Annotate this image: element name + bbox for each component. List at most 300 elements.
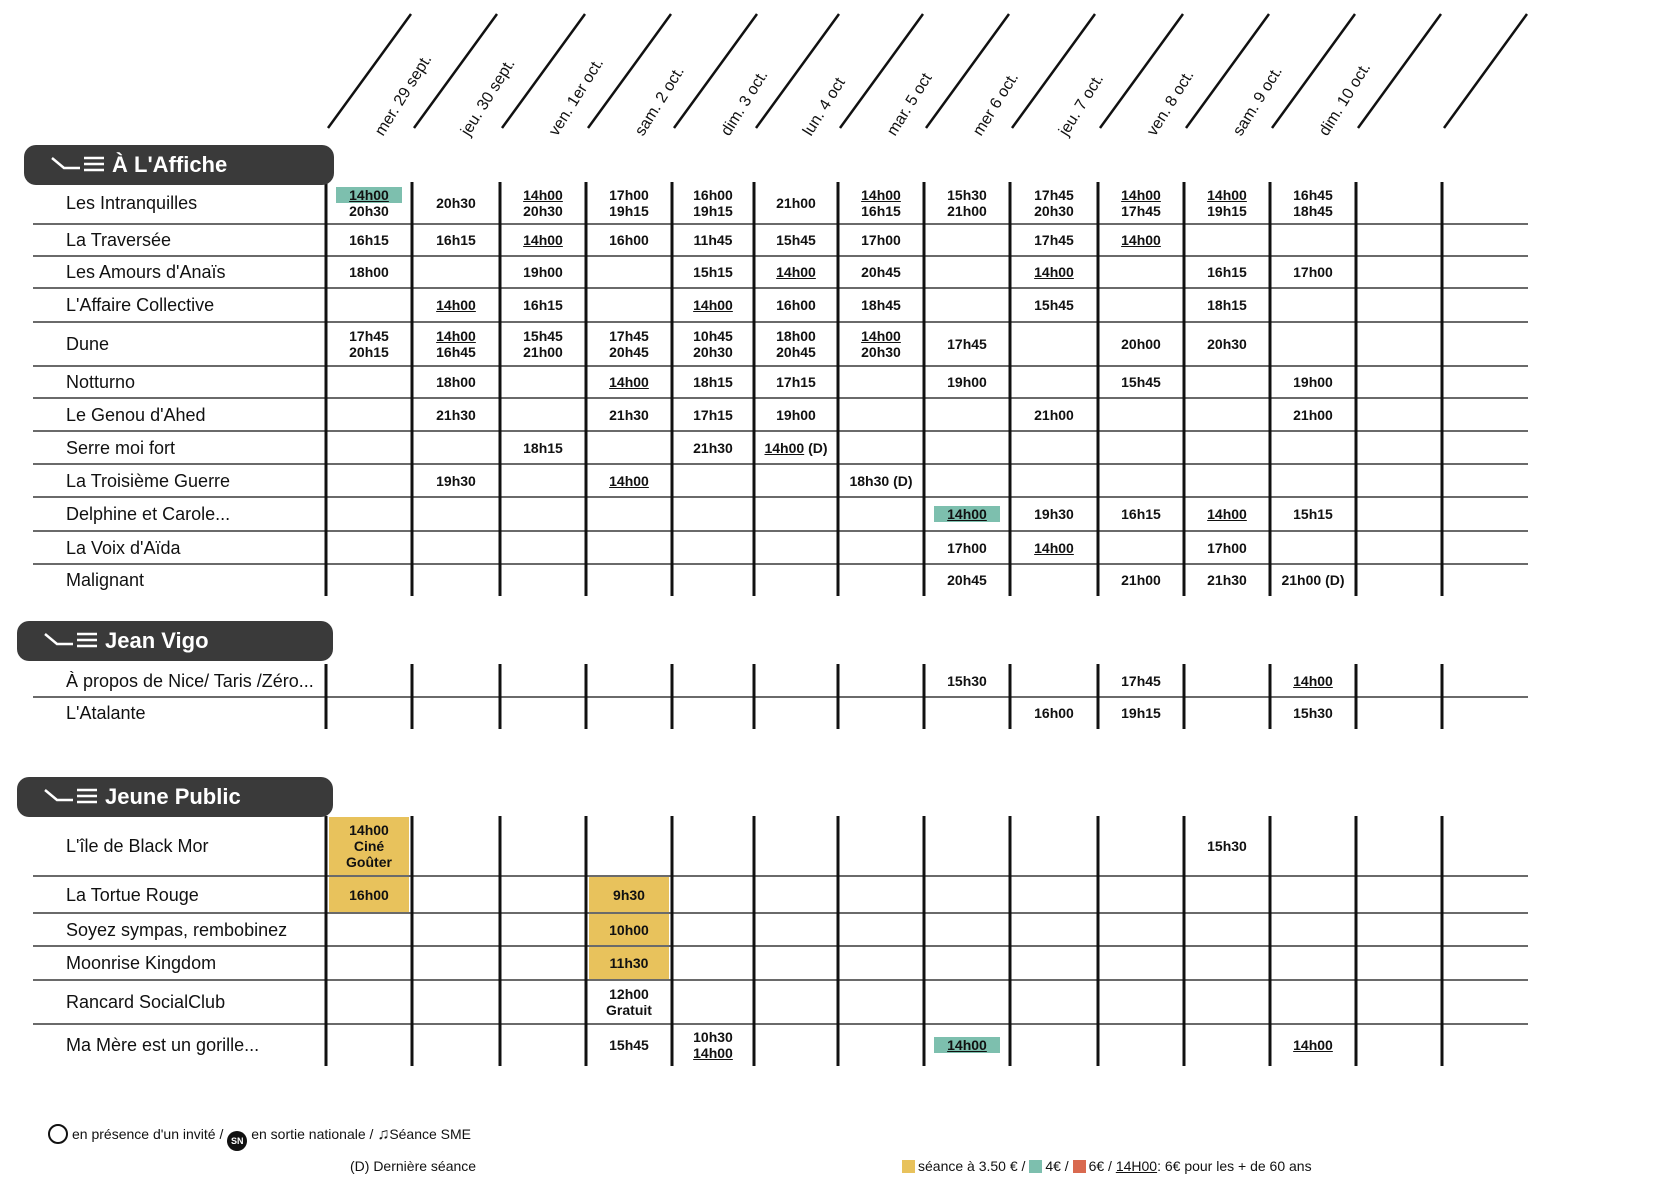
film-title: L'Affaire Collective xyxy=(66,295,215,315)
showtime xyxy=(592,922,666,938)
showtime-text: 20h45 xyxy=(947,572,987,588)
showtime xyxy=(1017,232,1091,248)
showtime-text: 16h45 xyxy=(1293,187,1333,203)
showtime xyxy=(1104,232,1178,248)
showtime-cell xyxy=(1276,673,1350,689)
showtime-text: 15h45 xyxy=(1034,297,1074,313)
showtime xyxy=(759,195,833,211)
showtime-cell xyxy=(930,336,1004,352)
showtime-text: 16h00 xyxy=(776,297,816,313)
showtime-cell xyxy=(419,328,493,360)
showtime-text: 18h00 xyxy=(436,374,476,390)
date-label: sam. 2 oct. xyxy=(632,63,688,140)
showtime-text: 20h30 xyxy=(693,344,733,360)
showtime xyxy=(676,440,750,456)
showtime-text: 19h15 xyxy=(1121,705,1161,721)
guest-icon xyxy=(48,1124,68,1144)
showtime-cell xyxy=(1104,572,1178,588)
showtime-text: 15h30 xyxy=(1207,838,1247,854)
showtime-text: 14h00 xyxy=(436,297,476,313)
showtime xyxy=(1104,506,1178,522)
showtime xyxy=(592,203,666,219)
showtime-cell xyxy=(930,540,1004,556)
showtime-text: 21h00 (D) xyxy=(1281,572,1345,588)
showtime xyxy=(506,440,580,456)
showtime-cell xyxy=(592,328,666,360)
showtime-cell xyxy=(676,440,750,456)
showtime-cell xyxy=(1276,407,1350,423)
showtime-cell xyxy=(1017,407,1091,423)
showtime-cell xyxy=(1276,264,1350,280)
showtime-text: 14h00 xyxy=(349,822,389,838)
showtime-text: 14h00 xyxy=(1207,506,1247,522)
showtime-cell xyxy=(1017,187,1091,219)
showtime xyxy=(844,232,918,248)
showtime-cell xyxy=(592,955,666,971)
showtime-text: 20h45 xyxy=(861,264,901,280)
showtime-cell xyxy=(1276,506,1350,522)
showtime-text: 10h45 xyxy=(693,328,733,344)
showtime xyxy=(592,887,666,903)
showtime-text: 20h00 xyxy=(1121,336,1161,352)
showtime-text: 18h15 xyxy=(693,374,733,390)
showtime xyxy=(676,1045,750,1061)
showtime-text: 20h45 xyxy=(776,344,816,360)
showtime-cell xyxy=(676,297,750,313)
film-title: Soyez sympas, rembobinez xyxy=(66,919,288,940)
showtime xyxy=(1190,203,1264,219)
showtime-text: 20h30 xyxy=(861,344,901,360)
showtime-cell xyxy=(419,297,493,313)
showtime xyxy=(506,232,580,248)
showtime xyxy=(1017,187,1091,203)
showtime-text: 21h30 xyxy=(693,439,733,456)
showtime-cell xyxy=(1104,705,1178,721)
showtime-cell xyxy=(1190,506,1264,522)
showtime-text: 14h00 xyxy=(349,187,389,203)
showtime-cell xyxy=(676,328,750,360)
showtime xyxy=(676,328,750,344)
showtime xyxy=(930,187,1004,203)
showtime-text: 17h45 xyxy=(1121,203,1161,219)
showtime-text: 14h00 xyxy=(523,187,563,203)
showtime-cell xyxy=(1017,297,1091,313)
showtime-cell xyxy=(759,440,833,456)
showtime-text: 18h45 xyxy=(861,297,901,313)
showtime-cell xyxy=(759,374,833,390)
showtime-cell xyxy=(676,1029,750,1061)
showtime-cell xyxy=(506,328,580,360)
showtime-cell xyxy=(506,264,580,280)
showtime-text: 20h30 xyxy=(523,203,563,219)
showtime xyxy=(759,374,833,390)
showtime xyxy=(336,187,402,203)
showtime-text: 19h00 xyxy=(776,406,816,423)
showtime-text: 15h15 xyxy=(693,264,733,280)
showtime xyxy=(592,187,666,203)
showtime xyxy=(592,473,666,489)
showtime-cell xyxy=(1190,838,1264,854)
showtime xyxy=(930,540,1004,556)
showtime-cell xyxy=(1190,297,1264,313)
showtime xyxy=(506,187,580,203)
showtime-text: 19h15 xyxy=(609,203,649,219)
showtime-cell xyxy=(1276,572,1350,588)
showtime xyxy=(759,407,833,423)
showtime-text: 21h00 xyxy=(776,195,816,211)
showtime xyxy=(506,264,580,280)
showtime xyxy=(332,854,406,870)
showtime-text: 16h15 xyxy=(436,232,476,248)
section-title: À L'Affiche xyxy=(112,152,228,177)
showtime-cell xyxy=(592,922,666,938)
showtime-text: 17h00 xyxy=(1293,264,1333,280)
showtime-cell xyxy=(1017,506,1091,522)
film-title: Ma Mère est un gorille... xyxy=(66,1035,260,1055)
showtime-cell xyxy=(592,187,666,219)
showtime xyxy=(844,297,918,313)
showtime xyxy=(1190,297,1264,313)
showtime xyxy=(1017,705,1091,721)
showtime xyxy=(676,1029,750,1045)
film-title: Malignant xyxy=(66,570,145,590)
date-label: mar. 5 oct xyxy=(884,70,936,140)
showtime-text: 10h00 xyxy=(609,921,649,938)
showtime-text: 14h00 xyxy=(609,472,649,489)
showtime-text: 15h30 xyxy=(1293,705,1333,721)
legend-prices xyxy=(902,1158,1312,1174)
showtime-text: 21h00 xyxy=(1121,572,1161,588)
showtime-text: 15h30 xyxy=(947,672,987,689)
showtime-text: 11h30 xyxy=(609,955,649,971)
showtime-cell xyxy=(592,986,666,1018)
showtime-cell xyxy=(930,187,1004,219)
showtime-text: 14h00 xyxy=(1293,672,1333,689)
showtime-text: 20h30 xyxy=(436,195,476,211)
legend-line-1 xyxy=(48,1124,471,1151)
showtime-cell xyxy=(506,297,580,313)
showtime xyxy=(676,203,750,219)
showtime xyxy=(844,203,918,219)
showtime-cell xyxy=(592,407,666,423)
showtime xyxy=(592,986,666,1002)
showtime-text: 15h45 xyxy=(1121,374,1161,390)
showtime-cell xyxy=(592,374,666,390)
showtime-text: 12h00 xyxy=(609,986,649,1002)
film-title: Rancard SocialClub xyxy=(66,992,226,1012)
showtime xyxy=(332,822,406,838)
showtime-text: 19h15 xyxy=(1207,203,1247,219)
showtime-text: 19h00 xyxy=(523,264,563,280)
showtime xyxy=(676,344,750,360)
showtime xyxy=(419,297,493,313)
section-header xyxy=(17,777,333,817)
section-title: Jeune Public xyxy=(105,784,241,809)
showtime-cell xyxy=(1276,187,1350,219)
showtime-text: 14h00 xyxy=(693,1045,733,1061)
showtime-cell xyxy=(930,673,1004,689)
showtime xyxy=(1104,203,1178,219)
showtime xyxy=(676,232,750,248)
showtime xyxy=(1104,374,1178,390)
showtime-cell xyxy=(676,232,750,248)
showtime xyxy=(332,203,406,219)
showtime xyxy=(332,838,406,854)
section-title: Jean Vigo xyxy=(105,628,209,653)
price-1: séance à 3.50 € / xyxy=(918,1158,1026,1174)
showtime xyxy=(419,473,493,489)
showtime-text: 21h30 xyxy=(1207,572,1247,588)
film-title: L'île de Black Mor xyxy=(66,836,209,856)
showtime-cell xyxy=(1104,506,1178,522)
showtime-text: 21h00 xyxy=(947,203,987,219)
showtime xyxy=(676,407,750,423)
showtime-text: 17h00 xyxy=(947,539,987,556)
film-title: Serre moi fort xyxy=(66,437,176,458)
showtime xyxy=(930,374,1004,390)
date-label: ven. 1er oct. xyxy=(546,55,608,140)
section-header xyxy=(24,145,334,185)
showtime xyxy=(1276,705,1350,721)
showtime-text: 16h15 xyxy=(1121,506,1161,522)
film-title: La Voix d'Aïda xyxy=(66,537,181,558)
showtime xyxy=(419,374,493,390)
showtime-text: 17h15 xyxy=(776,374,816,390)
showtime-cell xyxy=(1190,540,1264,556)
showtime-text: 21h00 xyxy=(1293,406,1333,423)
showtime xyxy=(332,328,406,344)
showtime-cell xyxy=(1190,264,1264,280)
showtime xyxy=(1190,336,1264,352)
showtime xyxy=(1276,187,1350,203)
showtime-cell xyxy=(1276,705,1350,721)
showtime-text: 20h30 xyxy=(1034,203,1074,219)
showtime-text: 20h15 xyxy=(349,344,389,360)
showtime xyxy=(506,344,580,360)
showtime xyxy=(930,203,1004,219)
film-title: Le Genou d'Ahed xyxy=(66,404,206,425)
showtime-cell xyxy=(419,195,493,211)
film-title: Moonrise Kingdom xyxy=(66,953,217,973)
menu-lines-icon xyxy=(50,155,106,175)
showtime-cell xyxy=(1104,187,1178,219)
showtime xyxy=(1276,673,1350,689)
showtime xyxy=(592,328,666,344)
price-4: : 6€ pour les + de 60 ans xyxy=(1157,1158,1312,1174)
showtime xyxy=(1190,838,1264,854)
showtime xyxy=(506,203,580,219)
showtime-cell xyxy=(592,887,666,903)
showtime-cell xyxy=(759,232,833,248)
showtime-text: 14h00 xyxy=(1034,539,1074,556)
film-title: La Tortue Rouge xyxy=(66,884,199,905)
showtime-cell xyxy=(930,1037,1004,1053)
showtime xyxy=(1190,187,1264,203)
legend-national: en sortie nationale / xyxy=(251,1126,374,1142)
showtime xyxy=(332,887,406,903)
showtime xyxy=(1276,203,1350,219)
showtime-cell xyxy=(1190,572,1264,588)
showtime-cell xyxy=(1017,540,1091,556)
showtime-cell xyxy=(332,264,406,280)
menu-lines-icon xyxy=(43,787,99,807)
showtime-cell xyxy=(930,506,1004,522)
showtime-text: 14h00 xyxy=(861,187,901,203)
showtime xyxy=(759,264,833,280)
showtime xyxy=(676,264,750,280)
showtime xyxy=(930,572,1004,588)
showtime-cell xyxy=(1104,374,1178,390)
showtime-text: 17h45 xyxy=(1121,672,1161,689)
film-title: La Troisième Guerre xyxy=(66,470,231,491)
showtime xyxy=(1104,187,1178,203)
showtime xyxy=(676,297,750,313)
legend-last: (D) Dernière séance xyxy=(350,1158,477,1174)
showtime xyxy=(1104,673,1178,689)
showtime-text: 18h15 xyxy=(1207,297,1247,313)
date-header-line xyxy=(1444,14,1527,128)
showtime xyxy=(844,264,918,280)
showtime-cell xyxy=(1104,232,1178,248)
film-title: Notturno xyxy=(66,372,136,392)
showtime xyxy=(592,232,666,248)
showtime xyxy=(759,232,833,248)
showtime-text: 16h00 xyxy=(609,232,649,248)
showtime xyxy=(1017,297,1091,313)
showtime-text: 15h45 xyxy=(609,1037,649,1053)
showtime xyxy=(1276,572,1350,588)
showtime xyxy=(930,336,1004,352)
showtime-text: 14h00 xyxy=(861,328,901,344)
showtime xyxy=(1017,407,1091,423)
showtime-cell xyxy=(759,328,833,360)
showtime-cell xyxy=(1190,336,1264,352)
legend-guest: en présence d'un invité / xyxy=(72,1126,224,1142)
showtime-text: 17h15 xyxy=(693,406,733,423)
showtime-text: 18h30 (D) xyxy=(849,472,913,489)
showtime-cell xyxy=(419,374,493,390)
showtime-text: 21h00 xyxy=(523,344,563,360)
showtime xyxy=(419,328,493,344)
showtime xyxy=(332,264,406,280)
date-label: dim. 3 oct. xyxy=(718,67,772,140)
showtime-text: 16h15 xyxy=(523,297,563,313)
showtime-cell xyxy=(332,328,406,360)
showtime-text: 16h00 xyxy=(349,886,389,903)
showtime xyxy=(506,328,580,344)
showtime-text: 14h00 xyxy=(609,374,649,390)
showtime-text: 17h45 xyxy=(1034,232,1074,248)
showtime-cell xyxy=(676,187,750,219)
showtime-cell xyxy=(844,264,918,280)
teal-swatch xyxy=(1029,1160,1042,1173)
film-title: Delphine et Carole... xyxy=(66,504,231,524)
showtime-cell xyxy=(930,572,1004,588)
showtime-text: 14h00 xyxy=(1121,232,1161,248)
showtime-text: Ciné xyxy=(353,838,385,854)
showtime xyxy=(332,232,406,248)
date-label: mer 6 oct. xyxy=(970,69,1023,140)
date-label: ven. 8 oct. xyxy=(1144,67,1198,140)
showtime xyxy=(1104,336,1178,352)
showtime xyxy=(332,344,406,360)
showtime xyxy=(1017,540,1091,556)
showtime-cell xyxy=(844,473,918,489)
showtime xyxy=(419,232,493,248)
showtime-text: 18h00 xyxy=(776,328,816,344)
showtime-cell xyxy=(592,1037,666,1053)
showtime-text: Goûter xyxy=(346,854,392,870)
showtime xyxy=(592,344,666,360)
sn-icon: SN xyxy=(227,1131,247,1151)
showtime xyxy=(1104,572,1178,588)
showtime-text: 16h15 xyxy=(861,203,901,219)
showtime-text: 20h45 xyxy=(609,344,649,360)
showtime-text: 17h00 xyxy=(861,232,901,248)
showtime xyxy=(930,673,1004,689)
showtime-text: 20h30 xyxy=(349,203,389,219)
showtime-cell xyxy=(759,195,833,211)
showtime-text: 21h30 xyxy=(609,406,649,423)
showtime xyxy=(759,440,833,456)
showtime-cell xyxy=(844,328,918,360)
showtime-text: 17h00 xyxy=(1207,539,1247,556)
showtime xyxy=(506,297,580,313)
showtime-text: 19h15 xyxy=(693,203,733,219)
showtime-text: 14h00 xyxy=(1207,187,1247,203)
showtime-cell xyxy=(676,264,750,280)
red-swatch xyxy=(1073,1160,1086,1173)
showtime-cell xyxy=(592,473,666,489)
film-title: Les Amours d'Anaïs xyxy=(66,262,226,282)
showtime-text: 19h00 xyxy=(1293,374,1333,390)
showtime xyxy=(934,506,1000,522)
section-header xyxy=(17,621,333,661)
showtime-cell xyxy=(419,232,493,248)
showtime-cell xyxy=(1017,705,1091,721)
showtime xyxy=(759,344,833,360)
showtime xyxy=(419,344,493,360)
showtime xyxy=(759,328,833,344)
showtime-text: 10h30 xyxy=(693,1029,733,1045)
showtime-text: 11h45 xyxy=(693,232,733,248)
showtime-cell xyxy=(930,374,1004,390)
showtime xyxy=(1190,540,1264,556)
showtime-text: 17h45 xyxy=(1034,187,1074,203)
showtime-text: 20h30 xyxy=(1207,336,1247,352)
legend-sme: Séance SME xyxy=(389,1126,472,1142)
film-title: La Traversée xyxy=(66,230,172,250)
showtime-text: 17h45 xyxy=(609,328,649,344)
showtime-text: 18h00 xyxy=(349,264,389,280)
showtime xyxy=(1276,407,1350,423)
showtime-cell xyxy=(332,822,406,870)
showtime xyxy=(1190,264,1264,280)
showtime-cell xyxy=(332,887,406,903)
date-label: jeu. 30 sept. xyxy=(458,56,519,140)
film-title: Les Intranquilles xyxy=(66,193,198,213)
showtime-text: 14h00 xyxy=(1034,264,1074,280)
showtime xyxy=(1276,374,1350,390)
showtime-text: 15h45 xyxy=(776,232,816,248)
showtime-text: 14h00 xyxy=(523,232,563,248)
showtime-cell xyxy=(506,440,580,456)
date-label: lun. 4 oct xyxy=(800,74,849,140)
showtime xyxy=(592,407,666,423)
showtime-text: 21h00 xyxy=(1034,406,1074,423)
menu-lines-icon xyxy=(43,631,99,651)
showtime-text: 14h00 xyxy=(947,1037,987,1053)
